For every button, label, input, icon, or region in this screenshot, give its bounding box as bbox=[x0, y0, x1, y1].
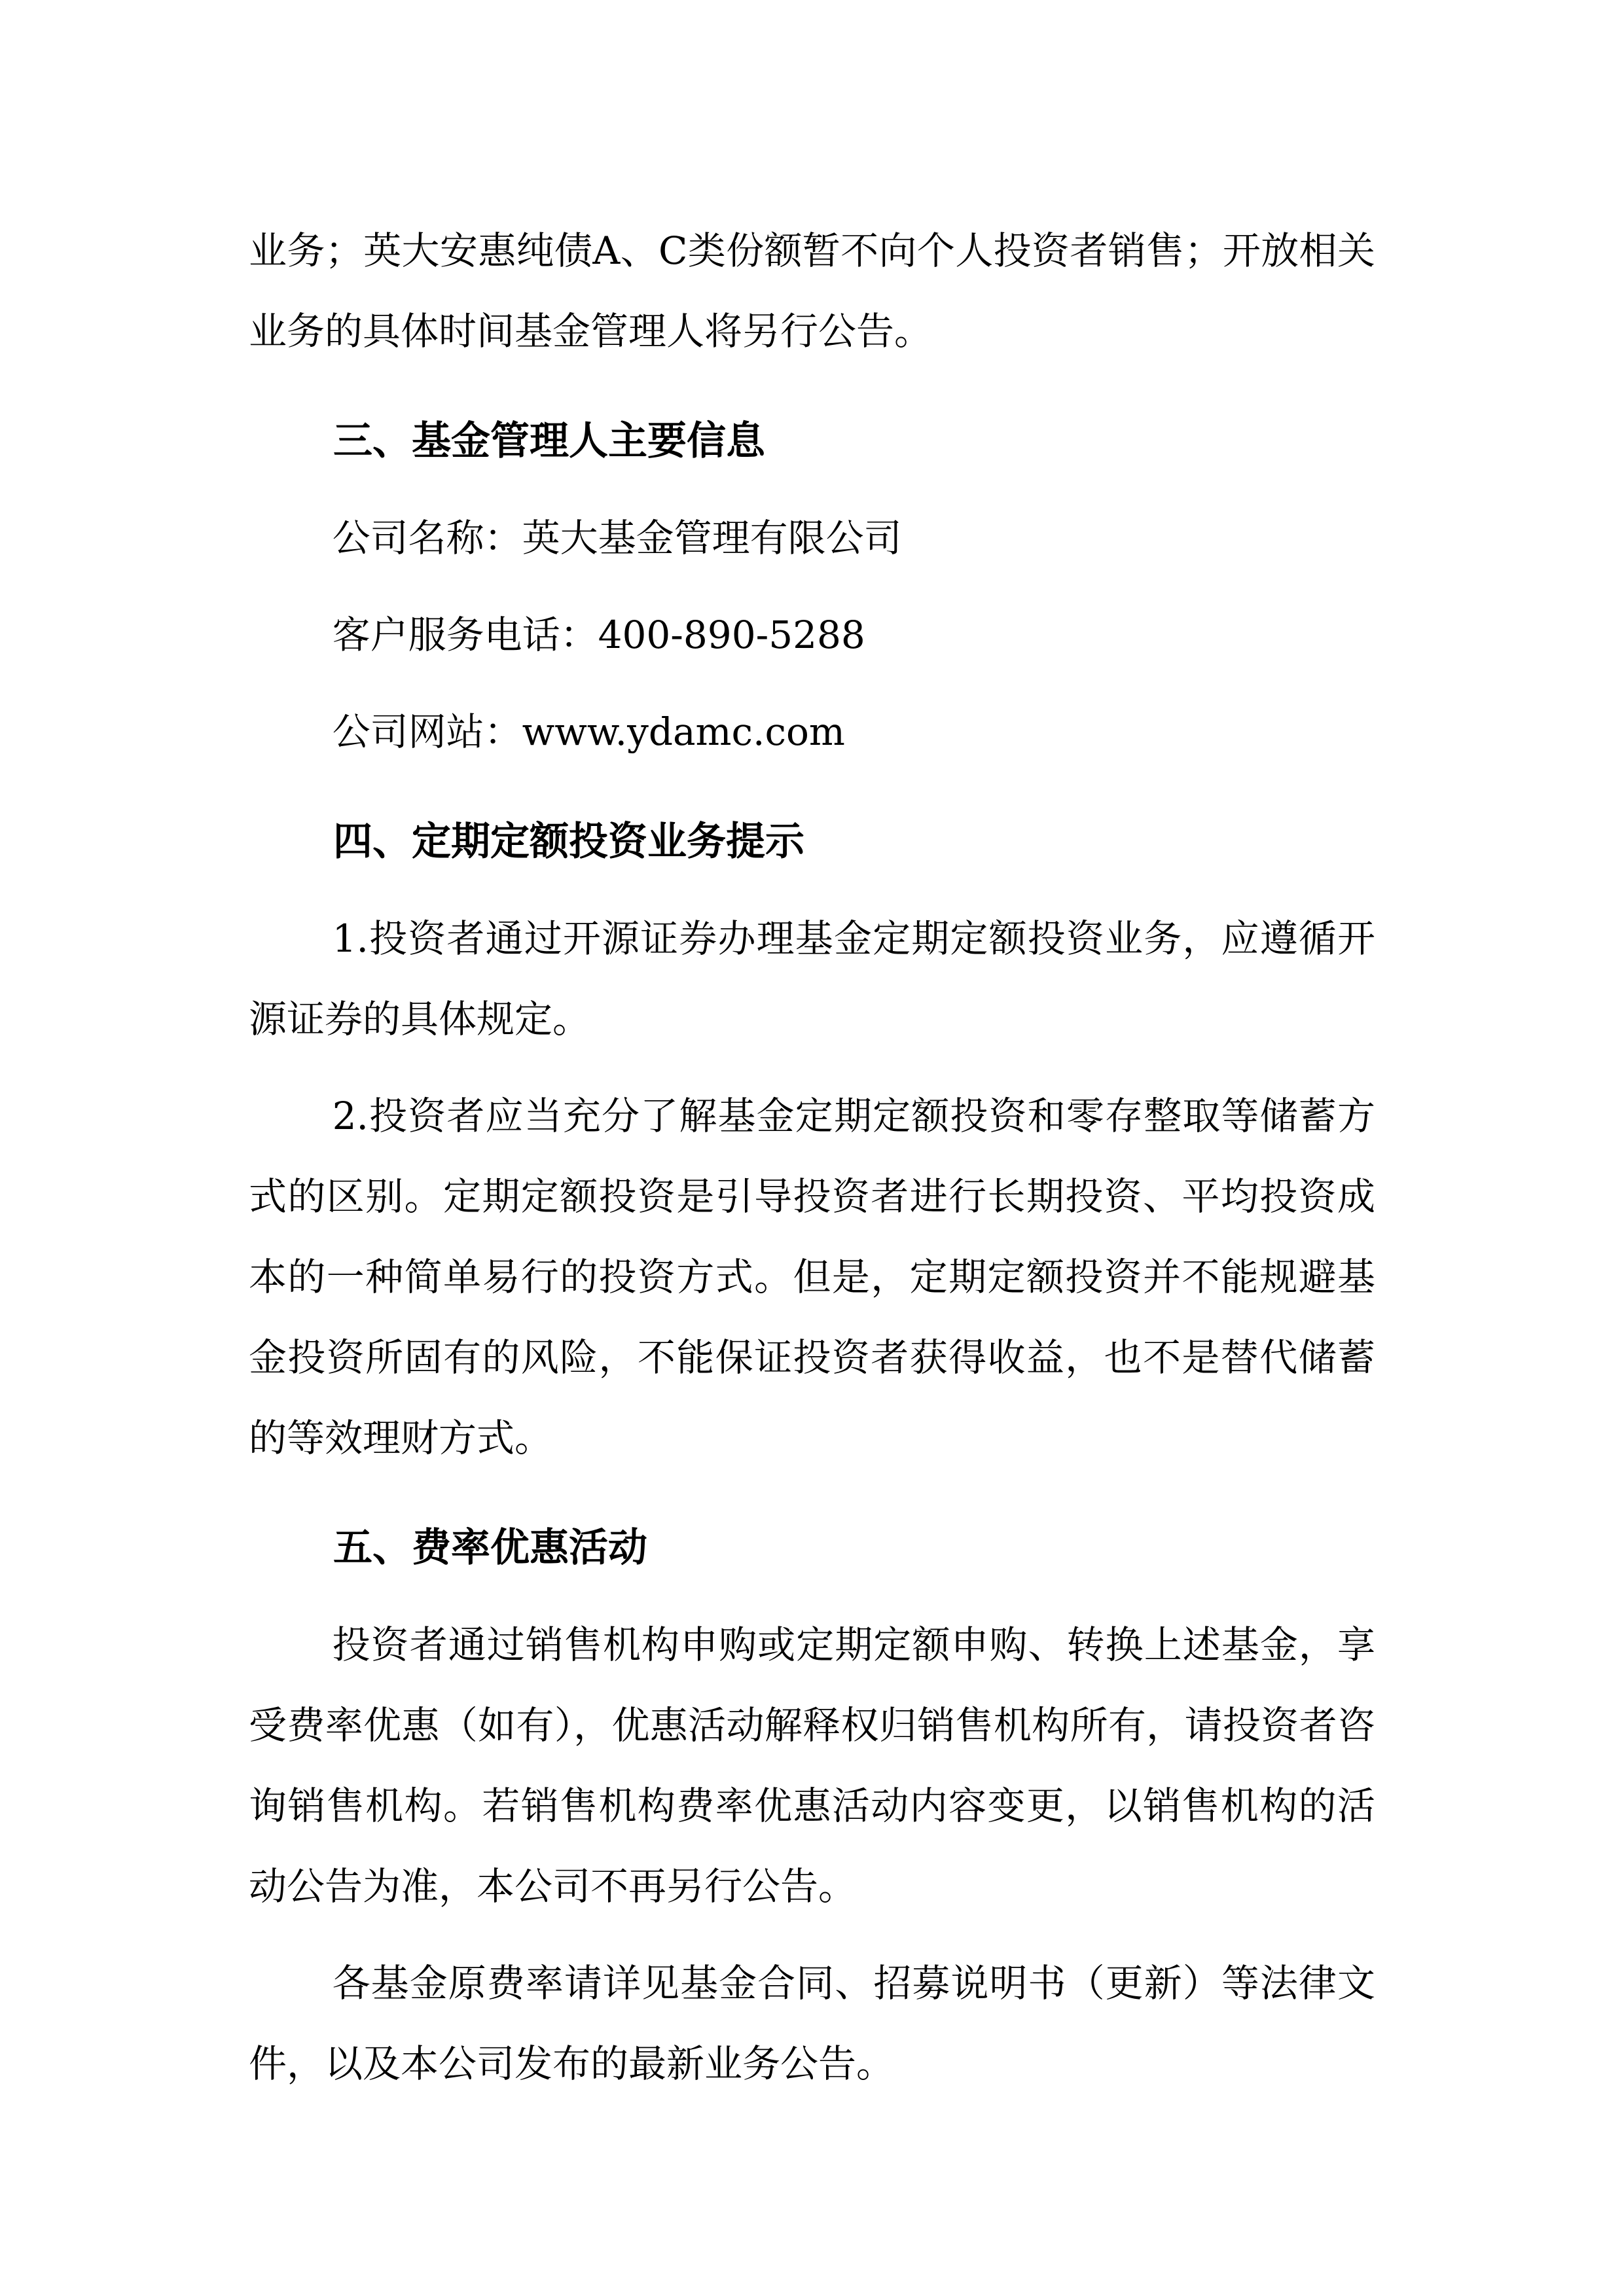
paragraph-fee-discount-1: 投资者通过销售机构申购或定期定额申购、转换上述基金，享受费率优惠（如有），优惠活动解释权归销售机构所有，请投资者咨询销售机构。若销售机构费率优惠活动内容变更，以销售机构的活动公告为准，本公司不再另行公告。 bbox=[249, 1623, 1375, 1909]
paragraph-website: 公司网站：www.ydamc.com bbox=[332, 709, 845, 754]
paragraph-company-name: 公司名称：英大基金管理有限公司 bbox=[332, 516, 902, 560]
section-heading-aip-notice: 四、定期定额投资业务提示 bbox=[333, 819, 804, 865]
paragraph-fee-discount-2: 各基金原费率请详见基金合同、招募说明书（更新）等法律文件，以及本公司发布的最新业务公告。 bbox=[249, 1961, 1375, 2086]
section-heading-fee-discount: 五、费率优惠活动 bbox=[333, 1525, 647, 1571]
paragraph-aip-item-1: 1.投资者通过开源证券办理基金定期定额投资业务，应遵循开源证券的具体规定。 bbox=[249, 916, 1375, 1041]
paragraph-service-phone: 客户服务电话：400-890-5288 bbox=[332, 613, 865, 657]
paragraph-intro-continuation: 业务；英大安惠纯债A、C类份额暂不向个人投资者销售；开放相关业务的具体时间基金管理人将另行公告。 bbox=[249, 228, 1375, 353]
paragraph-aip-item-2: 2.投资者应当充分了解基金定期定额投资和零存整取等储蓄方式的区别。定期定额投资是引导投资者进行长期投资、平均投资成本的一种简单易行的投资方式。但是，定期定额投资并不能规避基金投资所固有的风险，不能保证投资者获得收益，也不是替代储蓄的等效理财方式。 bbox=[249, 1094, 1375, 1460]
section-heading-manager-info: 三、基金管理人主要信息 bbox=[333, 418, 765, 464]
